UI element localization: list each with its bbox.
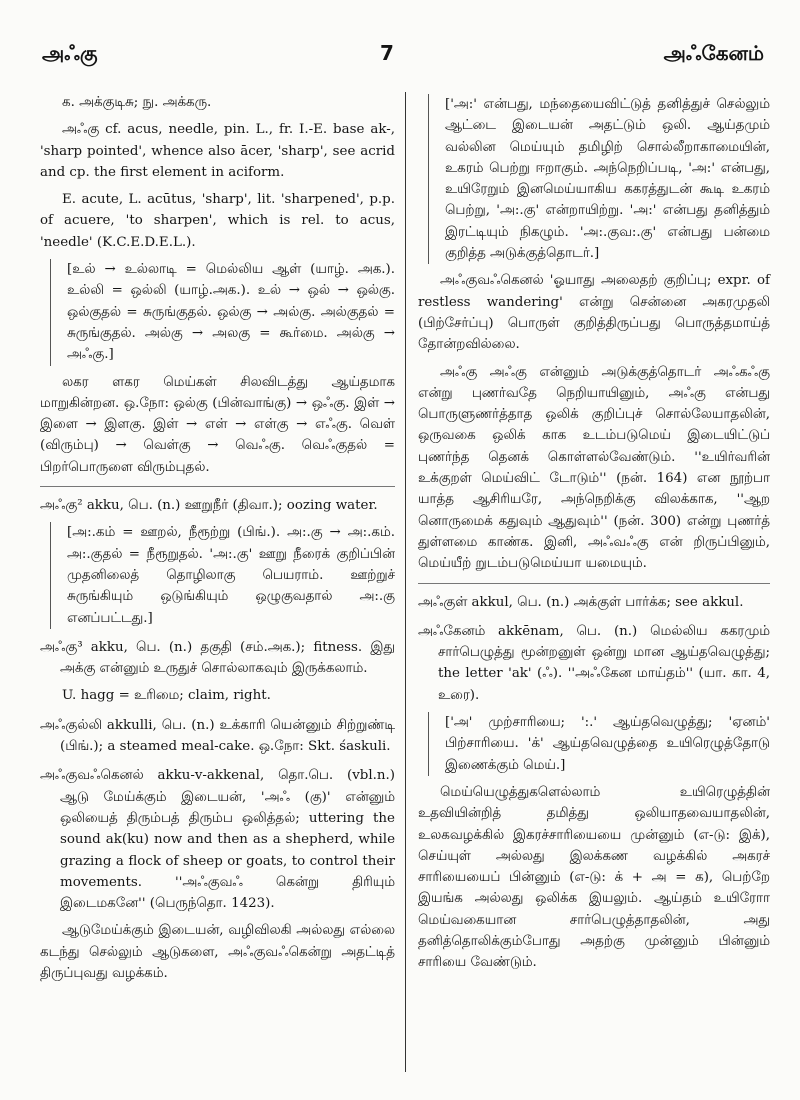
dictionary-entry: அஃகுல்லி akkulli, பெ. (n.) உக்காரி யென்னும் சிற்றுண்டி (பிங்.); a steamed meal-cake. ஒ.நோ: Skt. śaskuli.: [40, 717, 395, 755]
running-head-left: அஃகு: [42, 41, 98, 65]
section-separator: [418, 583, 770, 584]
body-paragraph: க. அக்குடிசு; நு. அக்கரு.: [62, 95, 212, 110]
body-paragraph: அஃகு அஃகு என்னும் அடுக்குத்தொடர் அஃகஃகு என்று புணர்வதே நெறியாயினும், அஃகு என்பது பொருளுணர்த்தாத ஒலிக் குறிப்புச் சொல்லேயாதலின், ஒருவகை ஒலிக் காக உடம்படுமெய் இடையிட்டுப் புணர்ந்த தெனக் கொள்ளல்வேண்டும். ''உயிர்வரின் உக்குறள் மெய்விட் டோடும்'' (நன். 164) என நூற்பா யாத்த ஆசிரியரே, அந்நெறிக்கு விலக்காக, ''ஆற னொருமைக் கதுவும் ஆதுவும்'' (நன். 300) என்று புணர்த் துள்ளமை காண்க. இனி, அஃவஃகு என் றிருப்பினும், மெய்யீற் றுடம்படுமெய்யா யமையும்.: [418, 364, 770, 572]
page-header: [0, 0, 800, 65]
section-separator: [40, 486, 395, 487]
etymology-note: [428, 94, 770, 264]
body-paragraph: லகர ளகர மெய்கள் சிலவிடத்து ஆய்தமாக மாறுகின்றன. ஒ.நோ: ஒல்கு (பின்வாங்கு) → ஒஃகு. இள் → இளை → இளகு. இள் → எள் → எள்கு → எஃகு. வெள் (விரும்பு) → வெள்கு → வெஃகு. வெஃகுதல் = பிறர்பொருளை விரும்புதல்.: [40, 374, 395, 475]
body-paragraph: அஃகுவஃகெனல் 'ஓயாது அலைதற் குறிப்பு; expr. of restless wandering' என்று சென்னை அகரமுதலி (பிற்சேர்ப்பு) பொருள் குறித்திருப்பது பொருத்தமாய்த் தோன்றவில்லை.: [418, 273, 770, 353]
etymology-note: [428, 712, 770, 776]
body-paragraph: E. acute, L. acūtus, 'sharp', lit. 'sharpened', p.p. of acuere, 'to sharpen', which is rel. to acus, 'needle' (K.C.E.D.E.L.).: [40, 192, 395, 250]
dictionary-entry: அஃகுவஃகெனல் akku-v-akkenal, தொ.பெ. (vbl.n.) ஆடு மேய்க்கும் இடையன், 'அஃ (கு)' என்னும் ஒலியைத் திரும்பத் திரும்ப ஒலித்தல்; uttering the sound ak(ku) now and then as a shepherd, while grazing a flock of sheep or goats, to control their movements. ''அஃகுவஃ கென்று திரியும் இடைமகனே'' (பெருந்தொ. 1423).: [40, 768, 395, 912]
etymology-note-text: ['அ:' என்பது, மந்தையைவிட்டுத் தனித்துச் செல்லும் ஆட்டை இடையன் அதட்டும் ஒலி. ஆய்தமும் வல்லின மெய்யும் தமிழிற் சொல்லீறாகாமையின், உகரம் பெற்று ஈறாகும். அந்நெறிப்படி, 'அ:' என்பது, உயிரேறும் இனமெய்யாகிய ககரத்துடன் கூடி உகரம் பெற்று, 'அ:.கு' என்றாயிற்று. 'அ:' என்பது தனித்தும் இரட்டியும் நிகழும். 'அ:.குவ:.கு' என்பது பன்மை குறித்த அடுக்குத்தொடர்.]: [445, 97, 770, 262]
etymology-note-text: [உல் → உல்லாடி = மெல்லிய ஆள் (யாழ். அக.). உல்லி = ஒல்லி (யாழ்.அக.). உல் → ஒல் → ஒல்கு. ஒல்குதல் = சுருங்குதல். ஒல்கு → அல்கு. அல்குதல் = சுருங்குதல். அல்கு → அலகு = கூர்மை. அல்கு → அஃகு.]: [67, 262, 395, 363]
dictionary-entry: அஃகு² akku, பெ. (n.) ஊறுநீர் (திவா.); oozing water.: [40, 498, 378, 514]
column-divider: [405, 92, 406, 1072]
dictionary-entry: அஃகுள் akkul, பெ. (n.) அக்குள் பார்க்க; see akkul.: [418, 594, 744, 610]
etymology-note-text: [அ:.கம் = ஊறல், நீரூற்று (பிங்.). அ:.கு → அ:.கம். அ:.குதல் = நீரூறுதல். 'அ:.கு' ஊறு நீரைக் குறிப்பின் முதனிலைத் தொழிலாகு பெயராம். ஊற்றுச் சுருங்கியும் ஒடுங்கியும் ஒழுகுவதால் அ:.கு எனப்பட்டது.]: [67, 525, 395, 626]
dictionary-entry: அஃகேனம் akkēnam, பெ. (n.) மெல்லிய ககரமும் சார்பெழுத்து மூன்றனுள் ஒன்று மான ஆய்தவெழுத்து; the letter 'ak' (ஃ). ''அஃகேன மாய்தம்'' (யா. கா. 4, உரை).: [418, 623, 770, 703]
etymology-note: [50, 522, 395, 628]
body-paragraph: U. hagg = உரிமை; claim, right.: [62, 688, 271, 704]
right-column: [418, 92, 770, 980]
etymology-note: [50, 259, 395, 365]
running-head-right: அஃகேனம்: [663, 41, 764, 65]
body-paragraph: அஃகு cf. acus, needle, pin. L., fr. I.-E. base ak-, 'sharp pointed', whence also ācer, 'sharp', see acrid and cp. the first element in aciform.: [40, 122, 395, 180]
etymology-note-text: ['அ' முற்சாரியை; ':.' ஆய்தவெழுத்து; 'ஏனம்' பிற்சாரியை. 'க்' ஆய்தவெழுத்தை உயிரெழுத்தோடு இணைக்கும் மெய்.]: [445, 715, 770, 773]
page-number: 7: [380, 41, 394, 65]
body-paragraph: ஆடுமேய்க்கும் இடையன், வழிவிலகி அல்லது எல்லை கடந்து செல்லும் ஆடுகளை, அஃகுவஃகென்று அதட்டித் திருப்புவது வழக்கம்.: [40, 923, 395, 981]
dictionary-entry: அஃகு³ akku, பெ. (n.) தகுதி (சம்.அக.); fitness. இது அக்கு என்னும் உருதுச் சொல்லாகவும் இருக்கலாம்.: [40, 639, 395, 677]
left-column: [40, 92, 395, 990]
body-paragraph: மெய்யெழுத்துகளெல்லாம் உயிரெழுத்தின் உதவியின்றித் தமித்து ஒலியாதவையாதலின், உலகவழக்கில் இகரச்சாரியையை முன்னும் (எ-டு: இக்), செய்யுள் அல்லது இலக்கண வழக்கில் அகரச் சாரியையைப் பின்னும் (எ-டு: க் + அ = க), பெற்றே இயங்க அல்லது ஒலிக்க இயலும். ஆய்தம் உயிரோா மெய்வகையான சார்பெழுத்தாதலின், அது தனித்தொலிக்கும்போது அதற்கு முன்னும் பின்னும் சாரியை வேண்டும்.: [418, 784, 770, 971]
